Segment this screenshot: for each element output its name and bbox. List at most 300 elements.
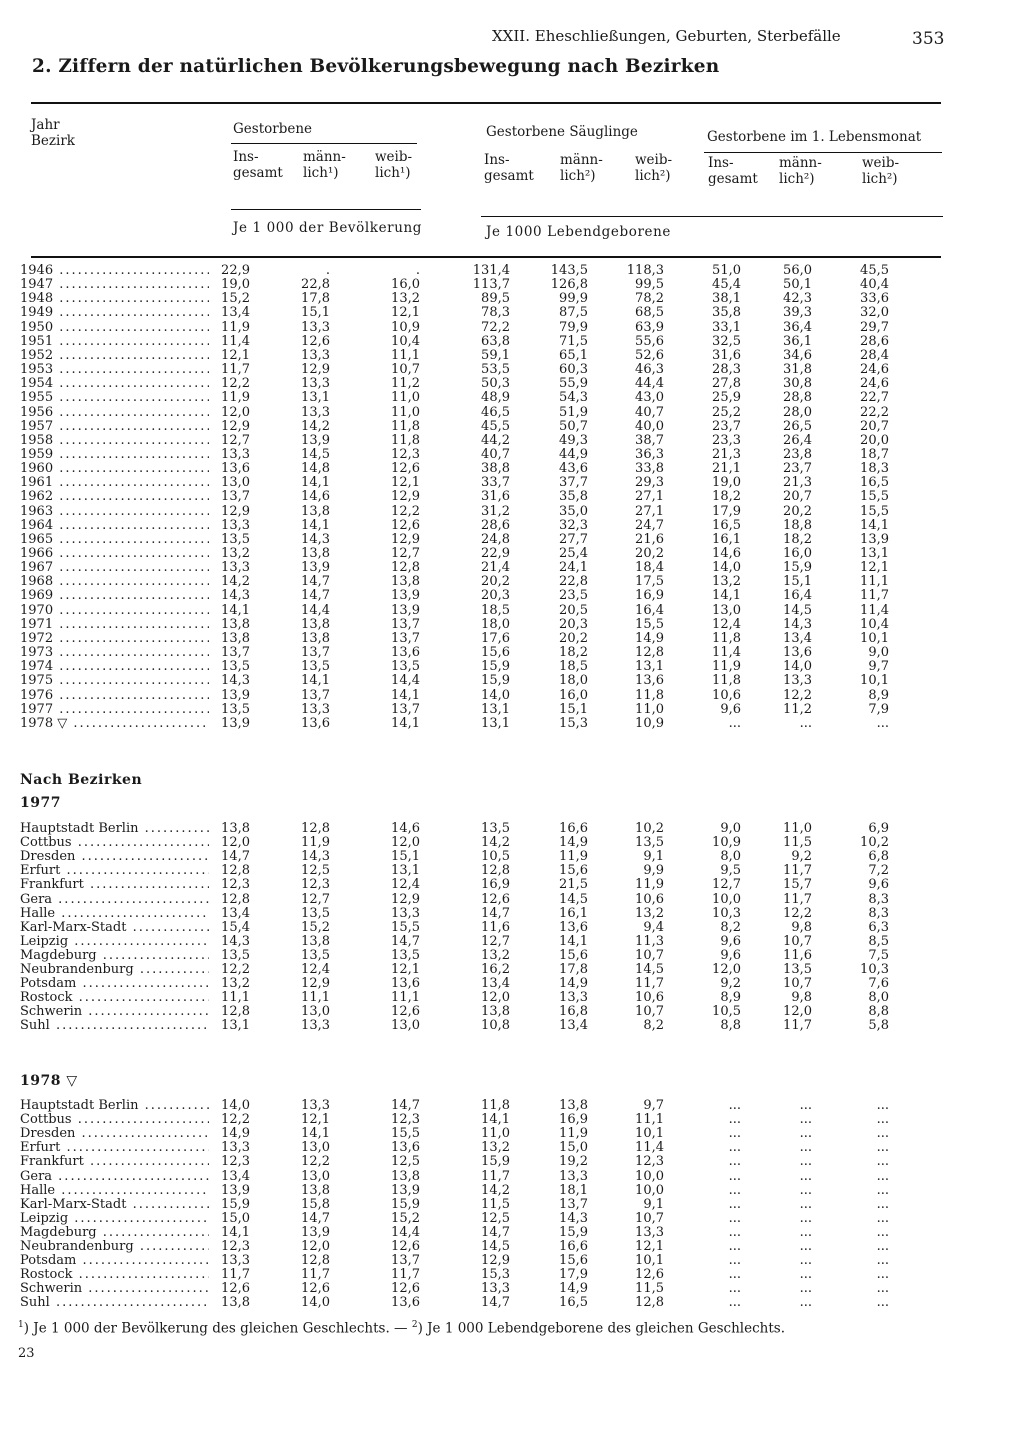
table-cell: 21,3 (712, 446, 741, 462)
table-cell: 13,5 (221, 947, 250, 963)
table-cell: 15,0 (221, 1210, 250, 1226)
table-cell: 15,1 (783, 574, 812, 590)
table-cell: 11,8 (635, 687, 664, 703)
table-cell: 63,8 (481, 333, 510, 349)
table-cell: 11,7 (221, 362, 250, 378)
table-cell: 10,0 (712, 891, 741, 907)
row-label: 1951 ..... (20, 335, 209, 349)
table-cell: 10,1 (860, 630, 889, 646)
table-cell: 25,2 (712, 404, 741, 420)
table-cell: ... (799, 1224, 812, 1240)
table-row (0, 306, 1024, 320)
table-row (0, 321, 1024, 335)
table-cell: 15,0 (559, 1140, 588, 1156)
table-cell: 13,9 (221, 687, 250, 703)
table-cell: 12,1 (391, 305, 420, 321)
table-row (0, 703, 1024, 717)
table-cell: 12,8 (481, 863, 510, 879)
year-1978-title: 1978 ▽ (20, 1073, 78, 1089)
group2-header: Gestorbene Säuglinge (486, 124, 638, 140)
table-cell: ... (876, 1168, 889, 1184)
subheader: männ- lich²) (560, 152, 603, 184)
subheader: weib- lich¹) (375, 149, 413, 181)
table-cell: 14,3 (783, 616, 812, 632)
table-cell: 44,4 (635, 376, 664, 392)
table-cell: 12,0 (481, 990, 510, 1006)
table-cell: 72,2 (481, 319, 510, 335)
table-cell: 31,6 (712, 347, 741, 363)
table-cell: 17,8 (559, 962, 588, 977)
table-cell: 12,5 (301, 863, 330, 879)
table-cell: 9,8 (791, 919, 812, 935)
table-cell: 10,6 (635, 990, 664, 1006)
table-cell: 14,7 (301, 574, 330, 590)
table-cell: 13,9 (301, 560, 330, 576)
table-cell: 55,6 (635, 333, 664, 349)
table-cell: 16,2 (481, 962, 510, 977)
table-cell: 60,3 (559, 362, 588, 378)
table-cell: ... (728, 1196, 741, 1212)
row-label: 1972 ..... (20, 632, 209, 646)
table-cell: ... (876, 1112, 889, 1128)
table-cell: 12,0 (221, 404, 250, 420)
table-cell: 10,2 (860, 835, 889, 851)
table-cell: 12,8 (301, 821, 330, 836)
table-cell: 12,6 (391, 1004, 420, 1020)
table-row (0, 575, 1024, 589)
row-label: 1963 ..... (20, 505, 209, 519)
table-cell: 15,6 (559, 947, 588, 963)
row-label: 1957 ..... (20, 420, 209, 434)
table-cell: 11,1 (391, 990, 420, 1006)
table-cell: 15,5 (860, 503, 889, 519)
table-cell: 44,9 (559, 446, 588, 462)
table-cell: 17,8 (301, 291, 330, 307)
table-cell: 13,6 (391, 645, 420, 661)
section-title: Nach Bezirken (20, 772, 143, 788)
table-cell: 8,5 (868, 933, 889, 949)
table-row (0, 1282, 1024, 1296)
table-cell: 13,0 (301, 1168, 330, 1184)
table-cell: ... (728, 1281, 741, 1297)
table-cell: 11,7 (481, 1168, 510, 1184)
page-number: 353 (912, 29, 945, 49)
table-cell: 10,4 (860, 616, 889, 632)
table-cell: 14,5 (481, 1239, 510, 1254)
group3-rule (704, 152, 942, 153)
table-cell: 12,0 (783, 1004, 812, 1020)
table-cell: 9,6 (720, 933, 741, 949)
table-cell: 11,8 (481, 1098, 510, 1113)
table-cell: 12,7 (712, 877, 741, 893)
table-cell: 11,4 (860, 602, 889, 618)
table-cell: 21,1 (712, 461, 741, 477)
table-cell: 14,3 (221, 588, 250, 604)
table-cell: 15,2 (391, 1210, 420, 1226)
table-cell: 12,9 (481, 1253, 510, 1269)
table-cell: 10,0 (635, 1182, 664, 1198)
table-row (0, 434, 1024, 448)
table-cell: 12,8 (391, 560, 420, 576)
table-cell: ... (728, 1224, 741, 1240)
group3-header: Gestorbene im 1. Lebensmonat (707, 129, 922, 145)
table-cell: 13,8 (301, 503, 330, 519)
table-cell: 13,7 (221, 645, 250, 661)
table-cell: 10,7 (635, 947, 664, 963)
table-cell: 11,9 (559, 1126, 588, 1142)
table-cell: 51,0 (712, 263, 741, 278)
table-cell: 15,9 (481, 673, 510, 689)
row-label: 1950 ..... (20, 321, 209, 335)
table-cell: ... (876, 1281, 889, 1297)
subheader: Ins- gesamt (484, 152, 534, 184)
table-cell: 13,2 (221, 546, 250, 561)
table-cell: ... (728, 715, 741, 731)
table-cell: 13,8 (481, 1004, 510, 1020)
table-cell: 20,0 (860, 432, 889, 448)
table-cell: 14,3 (221, 673, 250, 689)
table-row (0, 490, 1024, 504)
table-cell: 13,5 (301, 659, 330, 675)
row-label: Erfurt ..... (20, 864, 209, 878)
row-label: Potsdam ..... (20, 1254, 209, 1268)
table-cell: 18,2 (712, 489, 741, 505)
table-cell: 32,0 (860, 305, 889, 321)
table-cell: 13,3 (391, 905, 420, 921)
table-cell: 10,7 (635, 1210, 664, 1226)
table-cell: 9,5 (720, 863, 741, 879)
row-label: 1960 ..... (20, 462, 209, 476)
table-cell: 14,0 (783, 659, 812, 675)
table-cell: 12,8 (221, 863, 250, 879)
table-cell: 13,3 (301, 376, 330, 392)
table-cell: ... (728, 1267, 741, 1283)
table-cell: 11,4 (635, 1140, 664, 1156)
table-cell: 14,9 (635, 630, 664, 646)
table-row (0, 604, 1024, 618)
table-cell: ... (728, 1253, 741, 1269)
table-cell: 15,9 (391, 1196, 420, 1212)
table-cell: 11,7 (635, 976, 664, 992)
table-cell: 12,4 (301, 962, 330, 977)
row-label: 1952 ..... (20, 349, 209, 363)
table-cell: 18,7 (860, 446, 889, 462)
table-cell: 16,9 (635, 588, 664, 604)
table-row (0, 1127, 1024, 1141)
table-cell: 42,3 (783, 291, 812, 307)
subheader: Ins- gesamt (708, 155, 758, 187)
table-cell: 43,6 (559, 461, 588, 477)
table-cell: 13,3 (221, 560, 250, 576)
table-cell: 11,5 (783, 835, 812, 851)
table-cell: 12,3 (391, 446, 420, 462)
row-label: 1975 ..... (20, 674, 209, 688)
row-label: 1973 ..... (20, 646, 209, 660)
table-row (0, 589, 1024, 603)
row-label: Hauptstadt Berlin ..... (20, 1099, 209, 1113)
table-cell: 13,3 (301, 701, 330, 717)
table-cell: 25,9 (712, 390, 741, 406)
footnote-text: ) Je 1 000 Lebendgeborene des gleichen Geschlechts. (417, 1320, 786, 1337)
table-cell: 9,2 (791, 849, 812, 865)
table-cell: 10,4 (391, 333, 420, 349)
table-cell: ... (799, 1154, 812, 1170)
table-cell: 22,9 (481, 546, 510, 561)
table-cell: 9,6 (868, 877, 889, 893)
table-cell: 14,6 (301, 489, 330, 505)
table-cell: 16,1 (559, 905, 588, 921)
table-cell: ... (728, 1098, 741, 1113)
table-cell: 13,3 (635, 1224, 664, 1240)
table-cell: 46,3 (635, 362, 664, 378)
table-cell: 20,7 (860, 418, 889, 434)
table-cell: 12,7 (391, 546, 420, 561)
table-cell: 12,9 (391, 489, 420, 505)
table-cell: 38,7 (635, 432, 664, 448)
table-cell: 13,1 (481, 701, 510, 717)
table-cell: 13,2 (221, 976, 250, 992)
table-cell: 12,6 (301, 1281, 330, 1297)
table-cell: 51,9 (559, 404, 588, 420)
table-cell: 40,7 (481, 446, 510, 462)
table-cell: 55,9 (559, 376, 588, 392)
table-cell: 20,7 (783, 489, 812, 505)
stub-header: Jahr Bezirk (31, 117, 75, 149)
row-label: 1965 ..... (20, 533, 209, 547)
table-cell: 12,2 (301, 1154, 330, 1170)
table-cell: 5,8 (868, 1018, 889, 1034)
table-cell: 13,3 (301, 404, 330, 420)
table-row (0, 878, 1024, 892)
table-cell: 8,3 (868, 891, 889, 907)
table-row (0, 377, 1024, 391)
table-cell: 14,9 (559, 1281, 588, 1297)
table-row (0, 391, 1024, 405)
table-cell: 10,1 (635, 1126, 664, 1142)
table-cell: 28,8 (783, 390, 812, 406)
table-cell: 15,9 (221, 1196, 250, 1212)
table-cell: 13,4 (559, 1018, 588, 1034)
table-cell: 6,9 (868, 821, 889, 836)
table-cell: 59,1 (481, 347, 510, 363)
table-cell: 11,0 (391, 390, 420, 406)
table-cell: 16,5 (559, 1295, 588, 1311)
table-cell: 21,4 (481, 560, 510, 576)
table-cell: 11,7 (860, 588, 889, 604)
table-cell: 13,6 (221, 461, 250, 477)
table-row (0, 717, 1024, 731)
footnote-text: ) Je 1 000 der Bevölkerung des gleichen Geschlechts. — (23, 1320, 412, 1337)
table-cell: 13,6 (559, 919, 588, 935)
table-cell: 15,5 (391, 1126, 420, 1142)
table-cell: 13,5 (481, 821, 510, 836)
table-cell: 9,1 (643, 1196, 664, 1212)
row-label: Hauptstadt Berlin ..... (20, 822, 209, 836)
table-cell: 21,5 (559, 877, 588, 893)
table-cell: 68,5 (635, 305, 664, 321)
table-cell: 13,9 (221, 715, 250, 731)
table-cell: 131,4 (472, 263, 510, 278)
table-cell: 24,6 (860, 362, 889, 378)
table-cell: 13,3 (221, 517, 250, 533)
table-cell: 11,0 (391, 404, 420, 420)
table-cell: 16,6 (559, 821, 588, 836)
table-cell: 22,8 (301, 277, 330, 293)
table-cell: 10,0 (635, 1168, 664, 1184)
table-cell: 10,1 (635, 1253, 664, 1269)
table-cell: 50,1 (783, 277, 812, 293)
row-label: 1974 ..... (20, 660, 209, 674)
table-cell: 14,1 (712, 588, 741, 604)
table-row (0, 1226, 1024, 1240)
table-cell: 18,0 (559, 673, 588, 689)
table-cell: 13,5 (391, 659, 420, 675)
table-cell: 14,5 (783, 602, 812, 618)
table-cell: 11,5 (481, 1196, 510, 1212)
table-cell: 16,9 (481, 877, 510, 893)
table-row (0, 646, 1024, 660)
table-cell: 12,6 (221, 1281, 250, 1297)
table-cell: 13,6 (391, 976, 420, 992)
table-cell: 8,2 (643, 1018, 664, 1034)
table-cell: ... (799, 1098, 812, 1113)
table-cell: 23,5 (559, 588, 588, 604)
table-cell: 11,2 (391, 376, 420, 392)
subheader: weib- lich²) (862, 155, 900, 187)
table-cell: 15,3 (481, 1267, 510, 1283)
table-cell: 14,9 (221, 1126, 250, 1142)
table-cell: 20,2 (635, 546, 664, 561)
row-label: 1969 ..... (20, 589, 209, 603)
table-cell: 13,8 (221, 616, 250, 632)
table-cell: 20,5 (559, 602, 588, 618)
row-label: 1956 ..... (20, 406, 209, 420)
table-cell: 13,9 (221, 1182, 250, 1198)
table-cell: 13,5 (783, 962, 812, 977)
table-row (0, 505, 1024, 519)
table-cell: ... (876, 1126, 889, 1142)
table-cell: 8,9 (868, 687, 889, 703)
table-cell: 52,6 (635, 347, 664, 363)
table-cell: 40,7 (635, 404, 664, 420)
table-cell: 9,6 (720, 701, 741, 717)
table-cell: 19,2 (559, 1154, 588, 1170)
table-cell: ... (876, 1196, 889, 1212)
table-cell: 13,0 (391, 1018, 420, 1034)
table-cell: 33,6 (860, 291, 889, 307)
row-label: 1978 ▽ ..... (20, 717, 209, 731)
table-cell: 13,8 (221, 1295, 250, 1311)
table-cell: 12,9 (301, 362, 330, 378)
table-cell: 29,3 (635, 475, 664, 491)
table-cell: 22,8 (559, 574, 588, 590)
row-label: 1971 ..... (20, 618, 209, 632)
table-row (0, 349, 1024, 363)
table-cell: 9,0 (868, 645, 889, 661)
table-cell: 10,7 (635, 1004, 664, 1020)
table-cell: 38,1 (712, 291, 741, 307)
table-cell: 13,3 (221, 1140, 250, 1156)
row-label: Gera ..... (20, 1170, 209, 1184)
row-label: 1962 ..... (20, 490, 209, 504)
table-cell: 24,6 (860, 376, 889, 392)
table-cell: 14,1 (301, 1126, 330, 1142)
row-label: 1953 ..... (20, 363, 209, 377)
table-cell: 13,8 (301, 630, 330, 646)
table-cell: 12,6 (391, 1281, 420, 1297)
table-cell: 11,1 (391, 347, 420, 363)
table-cell: 15,6 (559, 863, 588, 879)
table-cell: 14,5 (635, 962, 664, 977)
table-row (0, 561, 1024, 575)
table-cell: 11,9 (301, 835, 330, 851)
table-cell: 50,3 (481, 376, 510, 392)
table-cell: 11,8 (391, 418, 420, 434)
table-cell: 87,5 (559, 305, 588, 321)
table-cell: 14,7 (221, 849, 250, 865)
subheader: Ins- gesamt (233, 149, 283, 181)
table-cell: 14,3 (301, 849, 330, 865)
table-cell: 15,9 (481, 1154, 510, 1170)
table-cell: 40,0 (635, 418, 664, 434)
signature-mark: 23 (18, 1346, 35, 1361)
table-cell: 28,0 (783, 404, 812, 420)
row-label: 1970 ..... (20, 604, 209, 618)
table-cell: 13,6 (301, 715, 330, 731)
table-cell: 13,7 (559, 1196, 588, 1212)
table-cell: 11,1 (635, 1112, 664, 1128)
table-cell: 13,7 (391, 616, 420, 632)
table-cell: 13,4 (783, 630, 812, 646)
table-cell: . (325, 263, 330, 278)
table-cell: 14,1 (221, 1224, 250, 1240)
table-cell: 89,5 (481, 291, 510, 307)
unit-population: Je 1 000 der Bevölkerung (233, 220, 423, 236)
table-cell: ... (799, 1210, 812, 1226)
table-cell: ... (728, 1239, 741, 1254)
table-row (0, 674, 1024, 688)
row-label: 1966 ..... (20, 547, 209, 561)
table-cell: 16,6 (559, 1239, 588, 1254)
table-cell: ... (799, 715, 812, 731)
table-row (0, 462, 1024, 476)
row-label: Halle ..... (20, 1184, 209, 1198)
table-row (0, 632, 1024, 646)
table-cell: 12,9 (391, 531, 420, 547)
table-cell: 13,8 (221, 630, 250, 646)
row-label: Suhl ..... (20, 1019, 209, 1033)
table-cell: 9,7 (868, 659, 889, 675)
table-cell: 12,7 (221, 432, 250, 448)
table-cell: 35,8 (712, 305, 741, 321)
table-cell: ... (799, 1182, 812, 1198)
table-cell: 14,4 (391, 1224, 420, 1240)
row-label: 1967 ..... (20, 561, 209, 575)
table-cell: 16,0 (559, 687, 588, 703)
table-cell: 25,4 (559, 546, 588, 561)
table-row (0, 660, 1024, 674)
footnote-mark: 2 (411, 1320, 418, 1330)
table-cell: 13,5 (391, 947, 420, 963)
row-label: 1947 ..... (20, 278, 209, 292)
footnote-mark: 1 (18, 1320, 24, 1330)
row-label: Halle ..... (20, 907, 209, 921)
table-cell: 14,7 (481, 905, 510, 921)
table-cell: 14,2 (481, 835, 510, 851)
table-cell: 12,4 (391, 877, 420, 893)
group1-rule (231, 143, 417, 144)
table-cell: ... (728, 1154, 741, 1170)
